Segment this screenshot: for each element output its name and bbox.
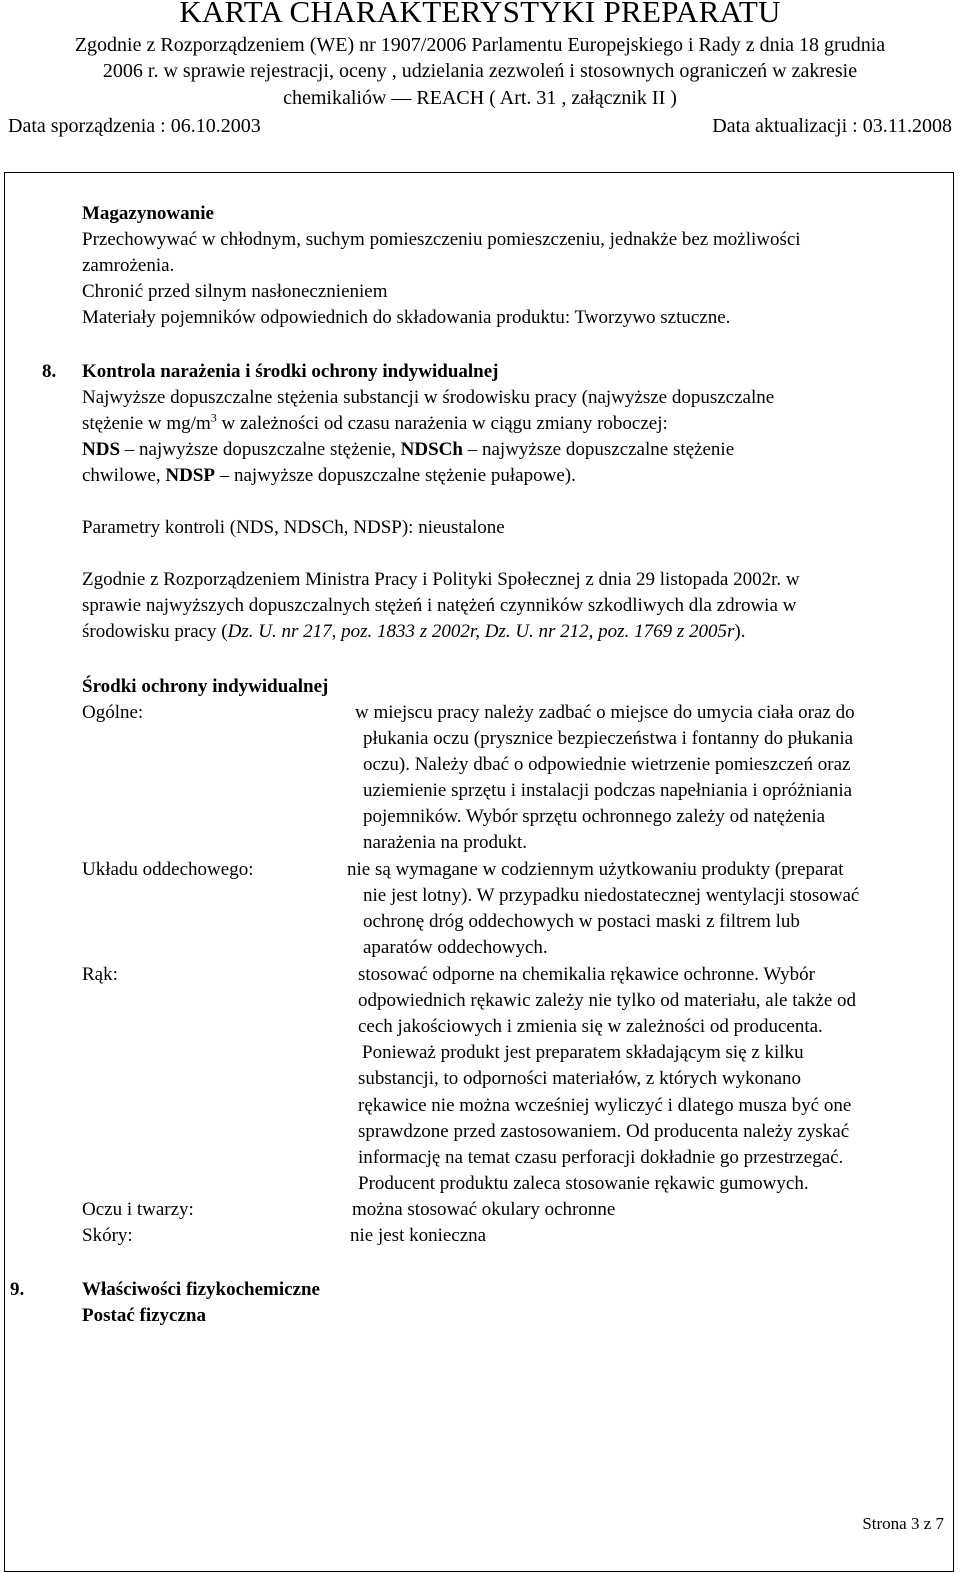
storage-line: Chronić przed silnym nasłonecznieniem [82, 281, 388, 302]
section-8-intro-line: Najwyższe dopuszczalne stężenia substancji w środowisku pracy (najwyższe dopuszczalne [82, 387, 775, 408]
ndsch-abbr: NDSCh [400, 439, 463, 460]
general-line: płukania oczu (prysznice bezpieczeństwa i fontanny do płukania [363, 728, 854, 749]
regulation-line-1: Zgodnie z Rozporządzeniem (WE) nr 1907/2006 Parlamentu Europejskiego i Rady z dnia 18 grudnia [74, 34, 886, 56]
eyes-label: Oczu i twarzy: [82, 1199, 194, 1220]
ppe-heading: Środki ochrony indywidualnej [82, 676, 329, 697]
nds-definitions-line [82, 437, 734, 463]
section-8-heading: Kontrola narażenia i środki ochrony indywidualnej [82, 361, 499, 382]
storage-heading: Magazynowanie [82, 203, 214, 224]
hands-label: Rąk: [82, 964, 118, 985]
respiratory-line: ochronę dróg oddechowych w postaci maski z filtrem lub [363, 911, 800, 932]
nds-definitions-line [82, 463, 576, 489]
section-8-number: 8. [42, 361, 57, 382]
regulation-line-3: chemikaliów — REACH ( Art. 31 , załącznik II ) [283, 87, 677, 109]
regulation-reference-line: sprawie najwyższych dopuszczalnych stężeń i natężeń czynników szkodliwych dla zdrowia w [82, 595, 797, 616]
regulation-reference-line: Zgodnie z Rozporządzeniem Ministra Pracy i Polityki Społecznej z dnia 29 listopada 2002r. w [82, 569, 800, 590]
hands-line: sprawdzone przed zastosowaniem. Od producenta należy zyskać [358, 1121, 850, 1142]
journal-citation: Dz. U. nr 217, poz. 1833 z 2002r, Dz. U. nr 212, poz. 1769 z 2005r [227, 621, 735, 642]
eyes-value: można stosować okulary ochronne [352, 1199, 616, 1220]
general-line: narażenia na produkt. [363, 832, 528, 853]
date-updated: Data aktualizacji : 03.11.2008 [712, 115, 952, 137]
text-fragment: środowisku pracy ( [82, 621, 228, 642]
dates-row [8, 113, 952, 139]
hands-line: Ponieważ produkt jest preparatem składającym się z kilku [362, 1042, 804, 1063]
respiratory-line: nie jest lotny). W przypadku niedostatecznej wentylacji stosować [363, 885, 860, 906]
hands-line: rękawice nie można wcześniej wyliczyć i dlatego musza być one [358, 1095, 852, 1116]
hands-line: stosować odporne na chemikalia rękawice ochronne. Wybór [358, 964, 815, 985]
text-fragment: w zależności od czasu narażenia w ciągu zmiany roboczej: [216, 413, 668, 434]
nds-abbr: NDS [82, 439, 121, 460]
skin-label: Skóry: [82, 1225, 133, 1246]
section-9-heading: Właściwości fizykochemiczne [82, 1279, 320, 1300]
hands-line: Producent produktu zaleca stosowanie rękawic gumowych. [358, 1173, 809, 1194]
respiratory-label: Układu oddechowego: [82, 859, 254, 880]
section-9-number: 9. [10, 1279, 25, 1300]
page-number: Strona 3 z 7 [862, 1514, 944, 1533]
section-8-intro-line [82, 411, 668, 437]
text-fragment: stężenie w mg/m [82, 413, 211, 434]
hands-line: cech jakościowych i zmienia się w zależności od producenta. [358, 1016, 823, 1037]
general-label: Ogólne: [82, 702, 144, 723]
text-fragment: ). [734, 621, 746, 642]
superscript: 3 [210, 410, 217, 425]
skin-value: nie jest konieczna [350, 1225, 487, 1246]
section-9-subheading: Postać fizyczna [82, 1305, 206, 1326]
general-line: uziemienie sprzętu i instalacji podczas napełniania i opróżniania [363, 780, 853, 801]
storage-line: zamrożenia. [82, 255, 175, 276]
respiratory-line: nie są wymagane w codziennym użytkowaniu produkty (preparat [347, 859, 844, 880]
text-fragment: chwilowe, [82, 465, 166, 486]
hands-line: odpowiednich rękawic zależy nie tylko od materiału, ale także od [358, 990, 857, 1011]
regulation-reference-line [82, 619, 745, 645]
regulation-line-2: 2006 r. w sprawie rejestracji, oceny , udzielania zezwoleń i stosownych ograniczeń w zakresie [102, 60, 858, 82]
general-line: w miejscu pracy należy zadbać o miejsce do umycia ciała oraz do [355, 702, 855, 723]
storage-line: Przechowywać w chłodnym, suchym pomieszczeniu pomieszczeniu, jednakże bez możliwości [82, 229, 801, 250]
hands-line: informację na temat czasu perforacji dokładnie go przestrzegać. [358, 1147, 844, 1168]
hands-line: substancji, to odporności materiałów, z których wykonano [358, 1068, 802, 1089]
ndsp-abbr: NDSP [165, 465, 215, 486]
general-line: oczu). Należy dbać o odpowiednie wietrzenie pomieszczeń oraz [363, 754, 851, 775]
text-fragment: – najwyższe dopuszczalne stężenie, [120, 439, 401, 460]
storage-line: Materiały pojemników odpowiednich do składowania produktu: Tworzywo sztuczne. [82, 307, 731, 328]
respiratory-line: aparatów oddechowych. [363, 937, 548, 958]
document-title: KARTA CHARAKTERYSTYKI PREPARATU [179, 0, 781, 29]
text-fragment: – najwyższe dopuszczalne stężenie [462, 439, 735, 460]
date-created: Data sporządzenia : 06.10.2003 [8, 115, 261, 137]
text-fragment: – najwyższe dopuszczalne stężenie pułapowe). [215, 465, 576, 486]
general-line: pojemników. Wybór sprzętu ochronnego zależy od natężenia [363, 806, 826, 827]
control-parameters: Parametry kontroli (NDS, NDSCh, NDSP): nieustalone [82, 517, 505, 538]
